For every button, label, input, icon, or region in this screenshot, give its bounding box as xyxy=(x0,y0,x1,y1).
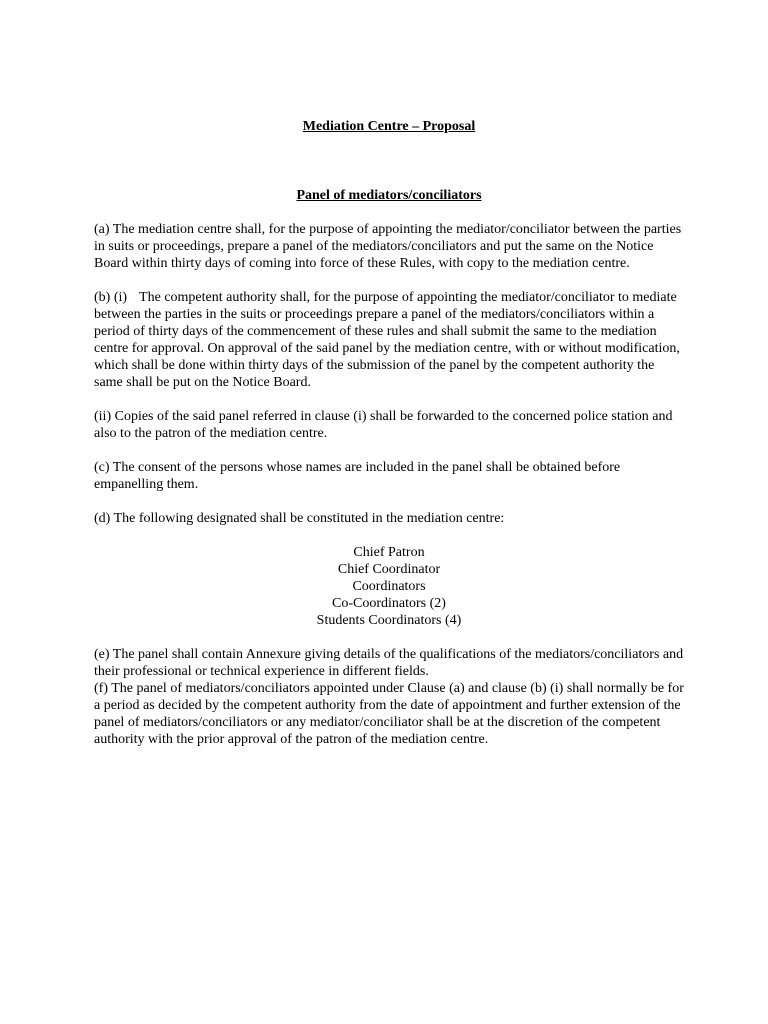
paragraph-a: (a) The mediation centre shall, for the purpose of appointing the mediator/conciliator between the parties in suits or proceedings, prepare a panel of the mediators/conciliators and put the same on the Notice Board within thirty days of coming into force of these Rules, with copy to the mediation centre. xyxy=(94,222,682,271)
designation-item: Chief Coordinator xyxy=(337,562,441,577)
paragraph-b-i xyxy=(94,289,684,391)
paragraph-b-label: (b) (i) xyxy=(94,290,128,305)
document-page xyxy=(94,118,684,765)
paragraph-b-text: The competent authority shall, for the purpose of appointing the mediator/conciliator to mediate between the parties in the suits or proceedings prepare a panel of the mediators/conciliators within a period of thirty days of the commencement of these rules and shall submit the same to the mediation centre for approval. On approval of the said panel by the mediation centre, with or without modification, which shall be done within thirty days of the submission of the panel by the competent authority the same shall be put on the Notice Board. xyxy=(94,290,680,390)
designations-list xyxy=(94,544,684,629)
paragraph-e: (e) The panel shall contain Annexure giving details of the qualifications of the mediators/conciliators and their professional or technical experience in different fields. xyxy=(94,647,684,679)
document-title: Mediation Centre – Proposal xyxy=(302,119,476,134)
designation-item: Coordinators xyxy=(352,579,426,594)
designation-item: Chief Patron xyxy=(353,545,425,560)
designation-item: Co-Coordinators (2) xyxy=(332,596,446,611)
paragraph-f: (f) The panel of mediators/conciliators appointed under Clause (a) and clause (b) (i) shall normally be for a period as decided by the competent authority from the date of appointment and further extension of the panel of mediators/conciliators or any mediator/conciliator shall be at the discretion of the competent authority with the prior approval of the patron of the mediation centre. xyxy=(94,681,684,747)
paragraph-b-ii: (ii) Copies of the said panel referred in clause (i) shall be forwarded to the concerned police station and also to the patron of the mediation centre. xyxy=(94,409,673,441)
paragraph-c: (c) The consent of the persons whose names are included in the panel shall be obtained before empanelling them. xyxy=(94,460,621,492)
designation-item: Students Coordinators (4) xyxy=(316,613,462,628)
paragraph-d: (d) The following designated shall be constituted in the mediation centre: xyxy=(94,511,505,526)
section-heading: Panel of mediators/conciliators xyxy=(296,188,482,203)
